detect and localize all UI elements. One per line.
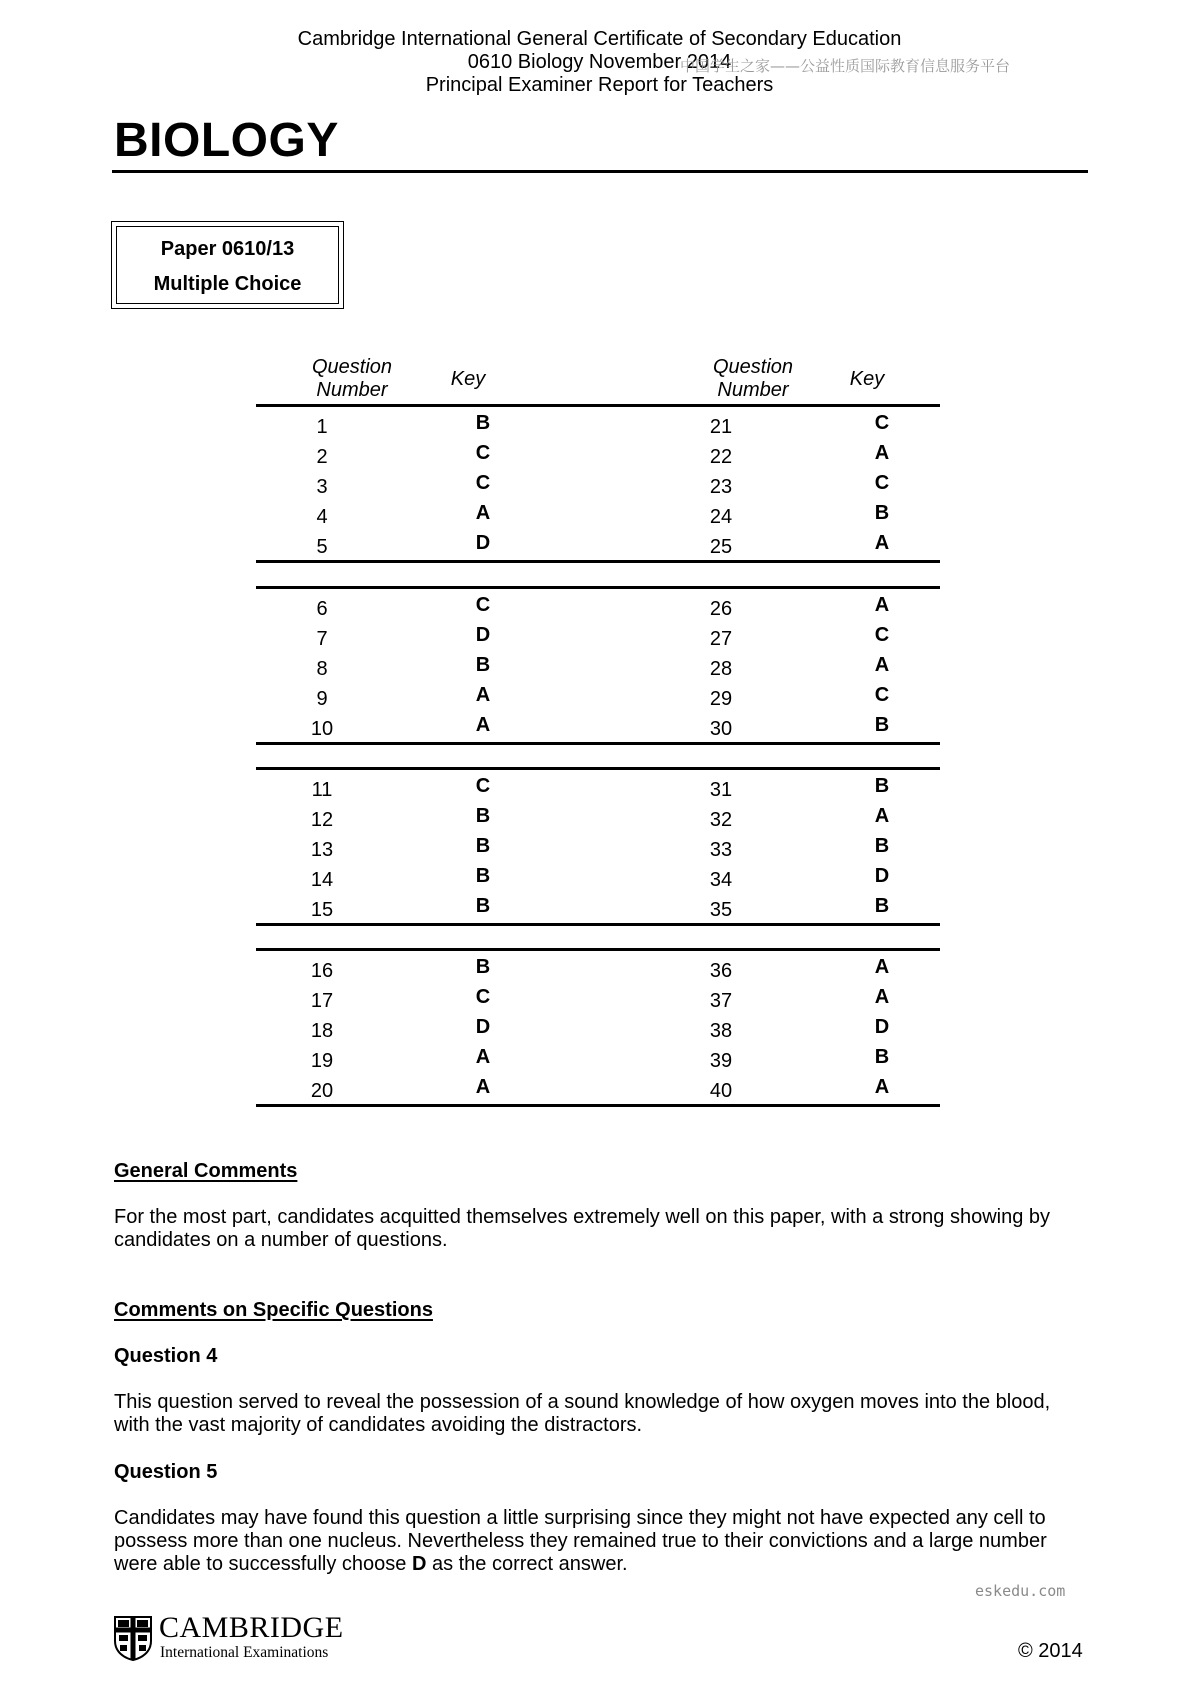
question-number-right: 22	[709, 446, 733, 468]
question-number-left: 19	[310, 1050, 334, 1072]
question-number-left: 9	[316, 688, 328, 710]
answer-key-right: C	[874, 412, 890, 434]
question-number-right: 36	[709, 960, 733, 982]
answer-key-right: B	[874, 714, 890, 736]
question-5-text	[114, 1507, 1074, 1576]
answer-key-right: A	[874, 1076, 890, 1098]
answer-key-left: C	[475, 986, 491, 1008]
logo-subtitle: International Examinations	[160, 1644, 329, 1661]
header-question-number-right: Question Number	[712, 356, 794, 401]
question-number-left: 3	[316, 476, 328, 498]
question-number-right: 37	[709, 990, 733, 1012]
answer-key-right: B	[874, 895, 890, 917]
answer-key-right: A	[874, 654, 890, 676]
question-4-heading: Question 4	[114, 1345, 218, 1367]
question-number-left: 12	[310, 809, 334, 831]
question-number-right: 40	[709, 1080, 733, 1102]
report-header	[0, 28, 1191, 97]
answer-key-left: A	[475, 1046, 491, 1068]
question-number-left: 11	[311, 779, 333, 801]
answer-key-left: C	[475, 594, 491, 616]
table-group-top-rule	[256, 948, 940, 951]
question-number-left: 8	[316, 658, 328, 680]
title-divider	[112, 170, 1088, 173]
general-comments-text: For the most part, candidates acquitted themselves extremely well on this paper, with a strong showing by candidates on a number of questions.	[114, 1206, 1051, 1251]
question-number-left: 2	[316, 446, 328, 468]
header-certificate: Cambridge International General Certificate of Secondary Education	[297, 28, 902, 50]
table-group-top-rule	[256, 767, 940, 770]
question-number-right: 38	[709, 1020, 733, 1042]
paper-info-box-inner	[116, 226, 339, 304]
question-number-left: 14	[310, 869, 334, 891]
cambridge-crest-icon	[113, 1615, 153, 1661]
question-number-left: 18	[310, 1020, 334, 1042]
question-number-right: 23	[709, 476, 733, 498]
general-comments-heading: General Comments	[114, 1160, 298, 1182]
question-4-text: This question served to reveal the possession of a sound knowledge of how oxygen moves into the blood, with the vast majority of candidates avoiding the distractors.	[114, 1391, 1051, 1436]
answer-key-right: A	[874, 442, 890, 464]
paper-info-box	[111, 221, 344, 309]
question-number-left: 13	[310, 839, 334, 861]
answer-key-left: B	[475, 412, 491, 434]
question-5-heading: Question 5	[114, 1461, 218, 1483]
question-number-right: 24	[709, 506, 733, 528]
question-number-right: 28	[709, 658, 733, 680]
answer-key-right: A	[874, 805, 890, 827]
header-report-type: Principal Examiner Report for Teachers	[425, 74, 774, 96]
table-group-bottom-rule	[256, 1104, 940, 1107]
answer-key-left: A	[475, 1076, 491, 1098]
answer-key-left: A	[475, 684, 491, 706]
answer-key-left: B	[475, 805, 491, 827]
answer-key-right: A	[874, 594, 890, 616]
answer-key-left: B	[475, 835, 491, 857]
answer-key-left: C	[475, 442, 491, 464]
copyright-notice: © 2014	[1018, 1640, 1083, 1662]
question-5-text-end: as the correct answer.	[426, 1553, 628, 1575]
table-group-bottom-rule	[256, 742, 940, 745]
answer-key-right: B	[874, 502, 890, 524]
table-group-bottom-rule	[256, 560, 940, 563]
question-number-right: 27	[709, 628, 733, 650]
question-number-right: 25	[709, 536, 733, 558]
question-number-right: 21	[709, 416, 733, 438]
question-number-right: 39	[709, 1050, 733, 1072]
header-subject-session: 0610 Biology November 2014	[467, 51, 732, 73]
answer-key-left: A	[475, 502, 491, 524]
question-number-right: 32	[709, 809, 733, 831]
answer-key-right: C	[874, 624, 890, 646]
question-number-left: 1	[316, 416, 328, 438]
answer-key-right: C	[874, 472, 890, 494]
paper-type: Multiple Choice	[153, 273, 302, 295]
answer-key-left: D	[475, 532, 491, 554]
page-title: BIOLOGY	[114, 114, 339, 167]
question-5-text-main: Candidates may have found this question a little surprising since they might not have expected any cell to possess more than one nucleus. Nevertheless they remained true to their convictions and a large number were able to successfully choose	[114, 1507, 1047, 1575]
question-number-right: 33	[709, 839, 733, 861]
answer-key-right: B	[874, 835, 890, 857]
question-number-left: 5	[316, 536, 328, 558]
question-number-left: 7	[316, 628, 328, 650]
answer-key-right: D	[874, 1016, 890, 1038]
answer-key-right: D	[874, 865, 890, 887]
cambridge-logo	[113, 1611, 353, 1663]
answer-key-right: A	[874, 956, 890, 978]
paper-number: Paper 0610/13	[160, 238, 295, 260]
question-number-left: 20	[310, 1080, 334, 1102]
answer-key-left: A	[475, 714, 491, 736]
question-number-left: 16	[310, 960, 334, 982]
header-watermark: 中国学生之家——公益性质国际教育信息服务平台	[680, 57, 1011, 75]
specific-comments-heading: Comments on Specific Questions	[114, 1299, 433, 1321]
question-number-right: 29	[709, 688, 733, 710]
table-group-top-rule	[256, 404, 940, 407]
footer-watermark: eskedu.com	[975, 1582, 1066, 1600]
header-question-number-left: Question Number	[311, 356, 393, 401]
answer-key-left: B	[475, 895, 491, 917]
answer-key-right: A	[874, 532, 890, 554]
table-group-bottom-rule	[256, 923, 940, 926]
answer-key-left: C	[475, 472, 491, 494]
question-number-left: 6	[316, 598, 328, 620]
header-key-right: Key	[849, 368, 885, 390]
answer-key-right: B	[874, 775, 890, 797]
answer-key-left: D	[475, 624, 491, 646]
question-number-left: 10	[310, 718, 334, 740]
question-number-left: 4	[316, 506, 328, 528]
question-number-right: 35	[709, 899, 733, 921]
answer-key-left: B	[475, 654, 491, 676]
answer-key-left: B	[475, 956, 491, 978]
question-number-left: 15	[310, 899, 334, 921]
question-number-right: 26	[709, 598, 733, 620]
question-number-left: 17	[310, 990, 334, 1012]
logo-wordmark: CAMBRIDGE	[159, 1611, 344, 1644]
question-number-right: 31	[709, 779, 733, 801]
answer-key-right: B	[874, 1046, 890, 1068]
question-5-answer: D	[411, 1553, 427, 1575]
answer-key-left: D	[475, 1016, 491, 1038]
question-number-right: 30	[709, 718, 733, 740]
answer-key-left: B	[475, 865, 491, 887]
header-key-left: Key	[450, 368, 486, 390]
question-number-right: 34	[709, 869, 733, 891]
answer-key-right: A	[874, 986, 890, 1008]
table-group-top-rule	[256, 586, 940, 589]
answer-key-table	[256, 350, 940, 1120]
answer-key-left: C	[475, 775, 491, 797]
answer-key-right: C	[874, 684, 890, 706]
